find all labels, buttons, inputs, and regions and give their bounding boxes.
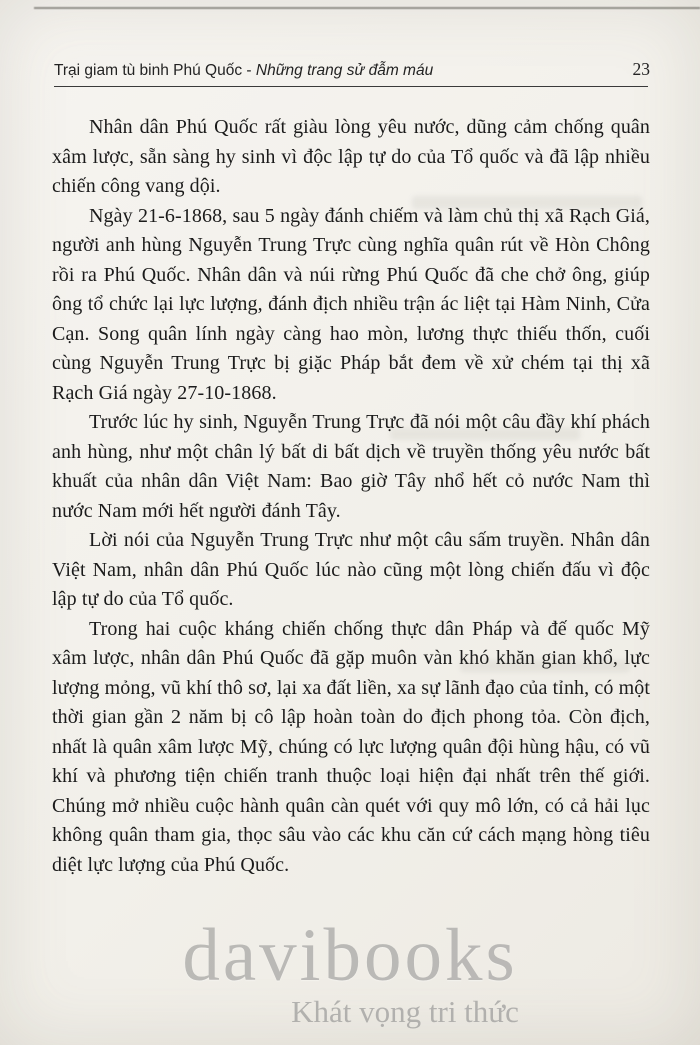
watermark-tagline: Khát vọng tri thức (291, 994, 519, 1029)
paragraph: Ngày 21-6-1868, sau 5 ngày đánh chiếm và làm chủ thị xã Rạch Giá, người anh hùng Nguyễn Trung Trực cùng nghĩa quân rút về Hòn Chông rồi ra Phú Quốc. Nhân dân và núi rừng Phú Quốc đã che chở ông, giúp ông tổ chức lại lực lượng, đánh địch nhiều trận ác liệt tại Hàm Ninh, Cửa Cạn. Song quân lính ngày càng hao mòn, lương thực thiếu thốn, cuối cùng Nguyễn Trung Trực bị giặc Pháp bắt đem về xử chém tại thị xã Rạch Giá ngày 27-10-1868. (52, 204, 650, 404)
watermark-brand: davibooks (182, 914, 518, 997)
running-title-main: Trại giam tù binh Phú Quốc (54, 62, 243, 79)
paragraph: Lời nói của Nguyễn Trung Trực như một câu sấm truyền. Nhân dân Việt Nam, nhân dân Phú Quốc lúc nào cũng một lòng chiến đấu vì độc lập tự do của Tổ quốc. (52, 529, 650, 610)
page-number: 23 (632, 59, 650, 79)
page-header (54, 59, 650, 80)
publisher-watermark (0, 914, 700, 1030)
running-title-separator: - (242, 62, 256, 79)
paragraph: Trước lúc hy sinh, Nguyễn Trung Trực đã nói một câu đầy khí phách anh hùng, như một chân lý bất di bất dịch về truyền thống yêu nước bất khuất của nhân dân Việt Nam: Bao giờ Tây nhổ hết cỏ nước Nam thì nước Nam mới hết người đánh Tây. (52, 411, 650, 522)
scan-artifact-line (34, 7, 700, 9)
body-text (52, 113, 650, 880)
running-title-subtitle: Những trang sử đẫm máu (255, 62, 434, 79)
header-rule (54, 86, 648, 87)
running-title (54, 62, 433, 80)
paragraph: Trong hai cuộc kháng chiến chống thực dân Pháp và đế quốc Mỹ xâm lược, nhân dân Phú Quốc đã gặp muôn vàn khó khăn gian khổ, lực lượng mỏng, vũ khí thô sơ, lại xa đất liền, xa sự lãnh đạo của tỉnh, có một thời gian gần 2 năm bị cô lập hoàn toàn do địch phong tỏa. Còn địch, nhất là quân xâm lược Mỹ, chúng có lực lượng quân đội hùng hậu, có vũ khí và phương tiện chiến tranh thuộc loại hiện đại nhất trên thế giới. Chúng mở nhiều cuộc hành quân càn quét với quy mô lớn, có cả hải lục không quân tham gia, thọc sâu vào các khu căn cứ cách mạng hòng tiêu diệt lực lượng của Phú Quốc. (52, 617, 650, 876)
paragraph: Nhân dân Phú Quốc rất giàu lòng yêu nước, dũng cảm chống quân xâm lược, sẵn sàng hy sinh vì độc lập tự do của Tổ quốc và đã lập nhiều chiến công vang dội. (52, 116, 650, 197)
